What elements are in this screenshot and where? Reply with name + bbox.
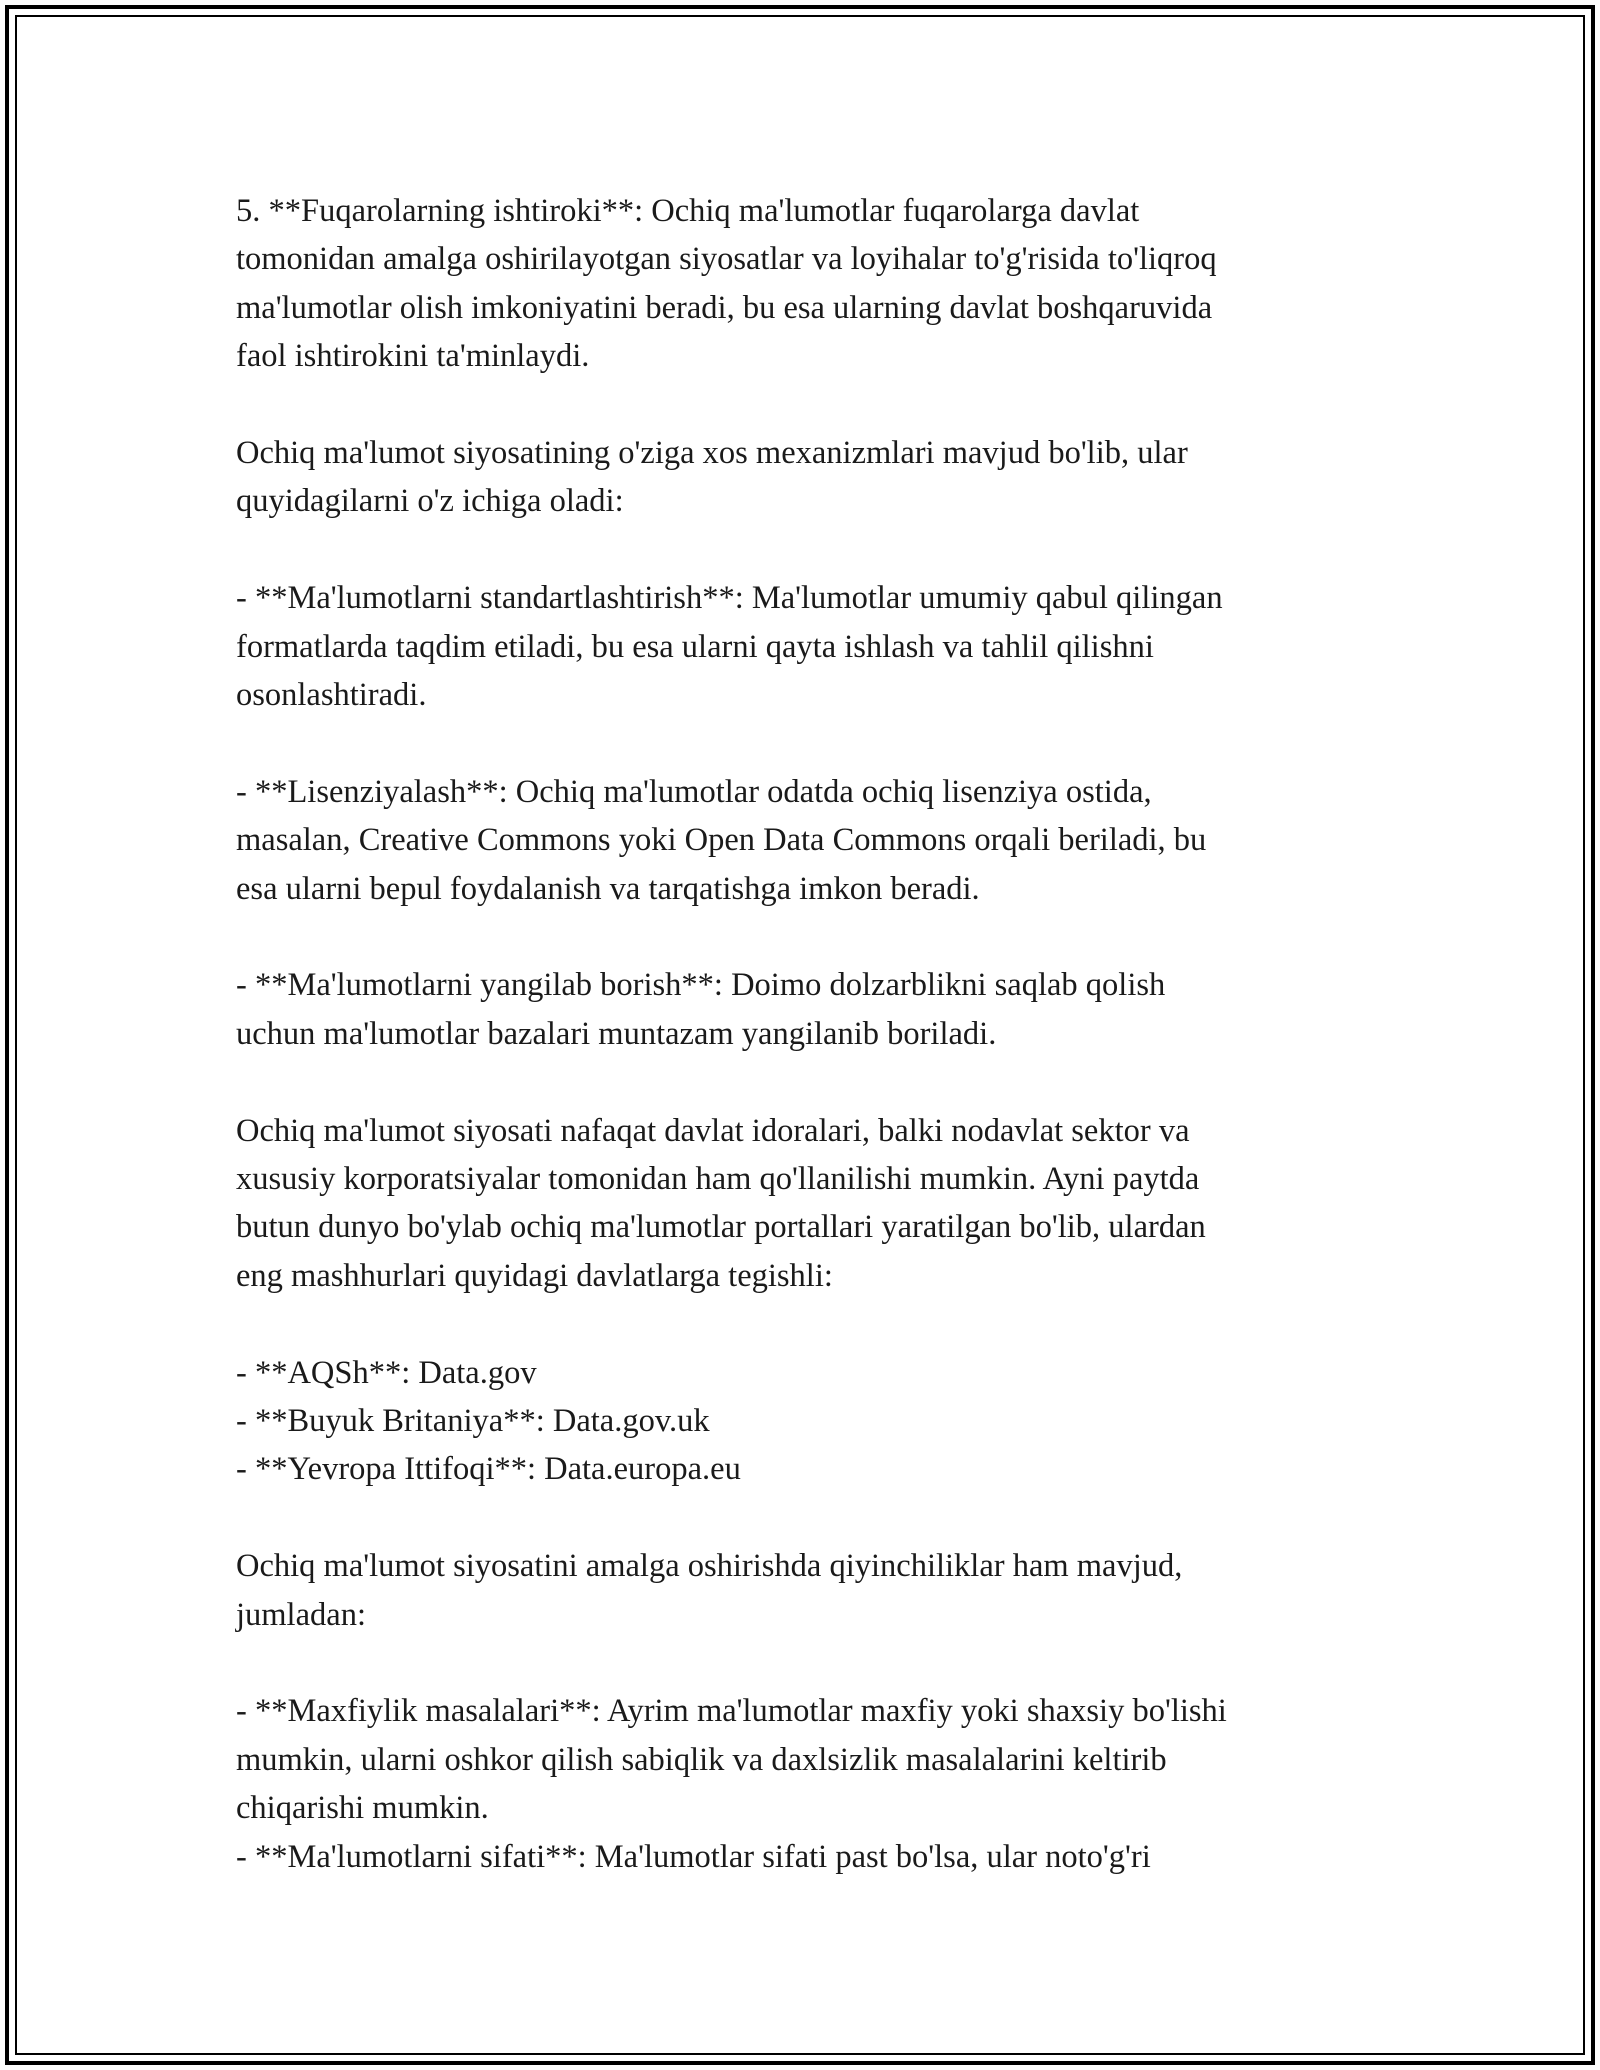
paragraph-citizen-participation: 5. **Fuqarolarning ishtiroki**: Ochiq ma'lumotlar fuqarolarga davlat tomonidan amalga oshirilayotgan siyosatlar va loyihalar to'g'risida to'liqroq ma'lumotlar olish imkoniyatini beradi, bu esa ularning davlat boshqaruvida faol ishtirokini ta'minlaydi. — [236, 193, 1217, 375]
document-body — [236, 187, 1396, 1881]
list-item-licensing: - **Lisenziyalash**: Ochiq ma'lumotlar odatda ochiq lisenziya ostida, masalan, Creative Commons yoki Open Data Commons orqali beriladi, bu esa ularni bepul foydalanish va tarqatishga imkon beradi. — [236, 773, 1207, 907]
list-challenges: - **Maxfiylik masalalari**: Ayrim ma'lumotlar maxfiy yoki shaxsiy bo'lishi mumkin, ularni oshkor qilish sabiqlik va daxlsizlik masalalarini keltirib chiqarishi mumkin. - **Ma'lumotlarni sifati**: Ma'lumotlar sifati past bo'lsa, ular noto'g'ri — [236, 1693, 1227, 1875]
list-item-standardization: - **Ma'lumotlarni standartlashtirish**: Ma'lumotlar umumiy qabul qilingan formatlarda taqdim etiladi, bu esa ularni qayta ishlash va tahlil qilishni osonlashtiradi. — [236, 580, 1223, 714]
list-item-updating: - **Ma'lumotlarni yangilab borish**: Doimo dolzarblikni saqlab qolish uchun ma'lumotlar bazalari muntazam yangilanib boriladi. — [236, 967, 1166, 1052]
list-portals: - **AQSh**: Data.gov - **Buyuk Britaniya**: Data.gov.uk - **Yevropa Ittifoqi**: Data.europa.eu — [236, 1354, 741, 1488]
paragraph-portals-intro: Ochiq ma'lumot siyosati nafaqat davlat idoralari, balki nodavlat sektor va xususiy korporatsiyalar tomonidan ham qo'llanilishi mumkin. Ayni paytda butun dunyo bo'ylab ochiq ma'lumotlar portallari yaratilgan bo'lib, ulardan eng mashhurlari quyidagi davlatlarga tegishli: — [236, 1112, 1206, 1294]
paragraph-mechanisms-intro: Ochiq ma'lumot siyosatining o'ziga xos mexanizmlari mavjud bo'lib, ular quyidagilarni o'z ichiga oladi: — [236, 435, 1188, 520]
paragraph-challenges-intro: Ochiq ma'lumot siyosatini amalga oshirishda qiyinchiliklar ham mavjud, jumladan: — [236, 1548, 1183, 1633]
